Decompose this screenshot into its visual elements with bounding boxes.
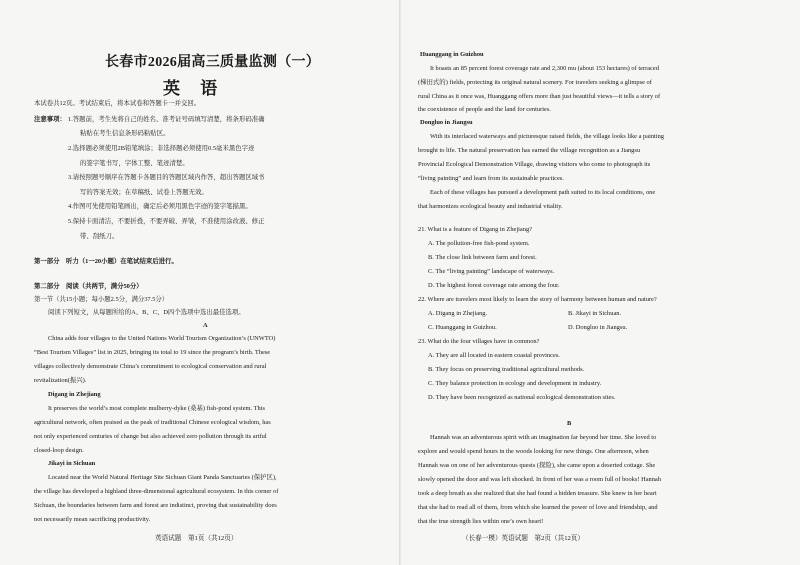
question-23: 23. What do the four villages have in common? [418,338,540,345]
question-21: 21. What is a feature of Digang in Zhejiang? [418,226,532,233]
passage-line: It preserves the world’s most complete mulberry-dyke (桑基) fish-pond system. This [48,405,265,412]
option: D. Dongluo in Jiangsu. [568,324,628,331]
passage-line: that the true strength lies within one’s own heart! [418,518,544,525]
note-line: 写的答案无效；在草稿纸、试卷上答题无效。 [80,189,208,196]
passage-line: “Best Tourism Villages” list in 2025, bringing its total to 19 since the program’s birth. These [34,349,271,356]
option: D. The highest forest coverage rate among the four. [428,282,560,289]
right-page [400,0,800,565]
intro-text: 本试卷共12页。考试结束后，将本试卷和答题卡一并交回。 [34,100,201,107]
option: A. Digang in Zhejiang. [428,310,488,317]
village-heading-huanggang: Huanggang in Guizhou [420,51,484,58]
passage-line: the village has developed a highland three-dimensional agricultural ecosystem. In this corner of [34,488,279,495]
passage-line: It boasts an 85 percent forest coverage rate and 2,300 mu (about 153 hectares) of terraced [430,65,659,72]
page-footer: 英语试题 第1页（共12页） [155,535,238,542]
passage-line: With its interlaced waterways and picturesque raised fields, the village looks like a painting [430,133,664,140]
passage-line: slowly opened the door and was left shocked. In front of her was a room full of books! Hannah [418,476,661,483]
option: A. They are all located in eastern coastal provinces. [428,352,560,359]
page-footer: （长春一模）英语试题 第2页（共12页） [462,535,584,542]
village-heading-jikayi: Jikayi in Sichuan [48,460,96,467]
option: B. The close link between farm and forest. [428,254,537,261]
passage-line: Located near the World Natural Heritage Site Sichuan Giant Panda Sanctuaries (保护区), [48,474,277,481]
passage-line: not only experienced centuries of change but also achieved zero pollution through its artful [34,433,267,440]
option: B. Jikayi in Sichuan. [568,310,622,317]
passage-line: that harmonizes ecological beauty and industrial vitality. [418,203,563,210]
note-line: 4.作图可先使用铅笔画出，确定后必须用黑色字迹的签字笔描黑。 [68,203,252,210]
passage-a-label: A [203,322,208,329]
part2-heading: 第二部分 阅读（共两节，满分50分） [34,283,143,290]
note-line: 1.答题前，考生先将自己的姓名、准考证号码填写清楚，将条形码准确 [68,116,265,123]
instruction-text: 阅读下列短文，从每题所给的A、B、C、D四个选项中选出最佳选项。 [48,309,245,316]
passage-line: brought to life. The natural preservation has earned the village recognition as a Jiangsu [418,147,641,154]
passage-line: rural China as it once was, Huanggang offers more than just beautiful views—it tells a story of [418,93,661,100]
note-line: 带、刮纸刀。 [80,233,119,240]
subject-title: 英 语 [163,79,226,98]
passage-line: explore and would spend hours in the woods looking for new things. One afternoon, when [418,448,649,455]
option: C. Huanggang in Guizhou. [428,324,497,331]
notes-label: 注意事项： [34,116,66,123]
passage-line: villages collectively demonstrate China’s commitment to ecological conservation and rural [34,363,267,370]
exam-title: 长春市2026届高三质量监测（一） [105,55,321,70]
passage-line: the coexistence of people and the land for centuries. [418,106,551,113]
passage-line: Provincial Ecological Demonstration Village, drawing visitors who come to photograph its [418,161,651,168]
passage-line: took a deep breath as she realized that she had found a hidden treasure. She knew in her heart [418,490,657,497]
question-22: 22. Where are travelers most likely to learn the story of harmony between human and nature? [418,296,657,303]
passage-line: Hannah was an adventurous spirit with an imagination far beyond her time. She loved to [430,434,657,441]
passage-line: not necessarily mean sacrificing productivity. [34,516,151,523]
option: C. They balance protection in ecology and development in industry. [428,380,602,387]
passage-line: China adds four villages to the United Nations World Tourism Organization’s (UNWTO) [48,335,276,342]
village-heading-dongluo: Dongluo in Jiangsu [420,119,473,126]
part1-heading: 第一部分 听力（1一20小题）在笔试结束后进行。 [34,258,178,265]
passage-line: Hannah was on one of her adventurous quests (探险), she came upon a deserted cottage. She [418,462,656,469]
passage-line: Each of these villages has pursued a development path suited to its local conditions, one [430,189,656,196]
passage-line: “living painting” and learn from its sustainable practices. [418,175,564,182]
passage-line: agricultural network, often praised as the peak of traditional Chinese ecological wisdom, has [34,419,271,426]
note-line: 的签字笔书写，字体工整、笔迹清楚。 [80,160,189,167]
passage-line: revitalization(振兴). [34,377,87,384]
option: A. The pollution-free fish-pond system. [428,240,530,247]
note-line: 5.保持卡面清洁，不要折叠，不要弄破、弄皱，不准使用涂改液、修正 [68,218,265,225]
village-heading-digang: Digang in Zhejiang [48,391,101,398]
note-line: 2.选择题必须使用2B铅笔填涂；非选择题必须使用0.5毫米黑色字迹 [68,145,255,152]
option: B. They focus on preserving traditional agricultural methods. [428,366,585,373]
note-line: 3.请按照题号顺序在答题卡各题目的答题区域内作答，超出答题区域书 [68,174,265,181]
option: C. The “living painting” landscape of waterways. [428,268,555,275]
passage-line: closed-loop design. [34,447,84,454]
note-line: 粘贴在考生信息条形码粘贴区。 [80,130,170,137]
passage-line: that she had to read all of them, from which she learned the power of love and friendship, and [418,504,658,511]
option: D. They have been recognized as national ecological demonstration sites. [428,394,616,401]
passage-line: (梯田式的) fields, protecting its original natural scenery. For travelers seeking a glimpse of [418,79,652,86]
section1-heading: 第一节（共15小题；每小题2.5分，满分37.5分） [34,296,169,303]
passage-b-label: B [567,420,572,427]
passage-line: Sichuan, the boundaries between farm and forest are indistinct, proving that sustainability does [34,502,277,509]
